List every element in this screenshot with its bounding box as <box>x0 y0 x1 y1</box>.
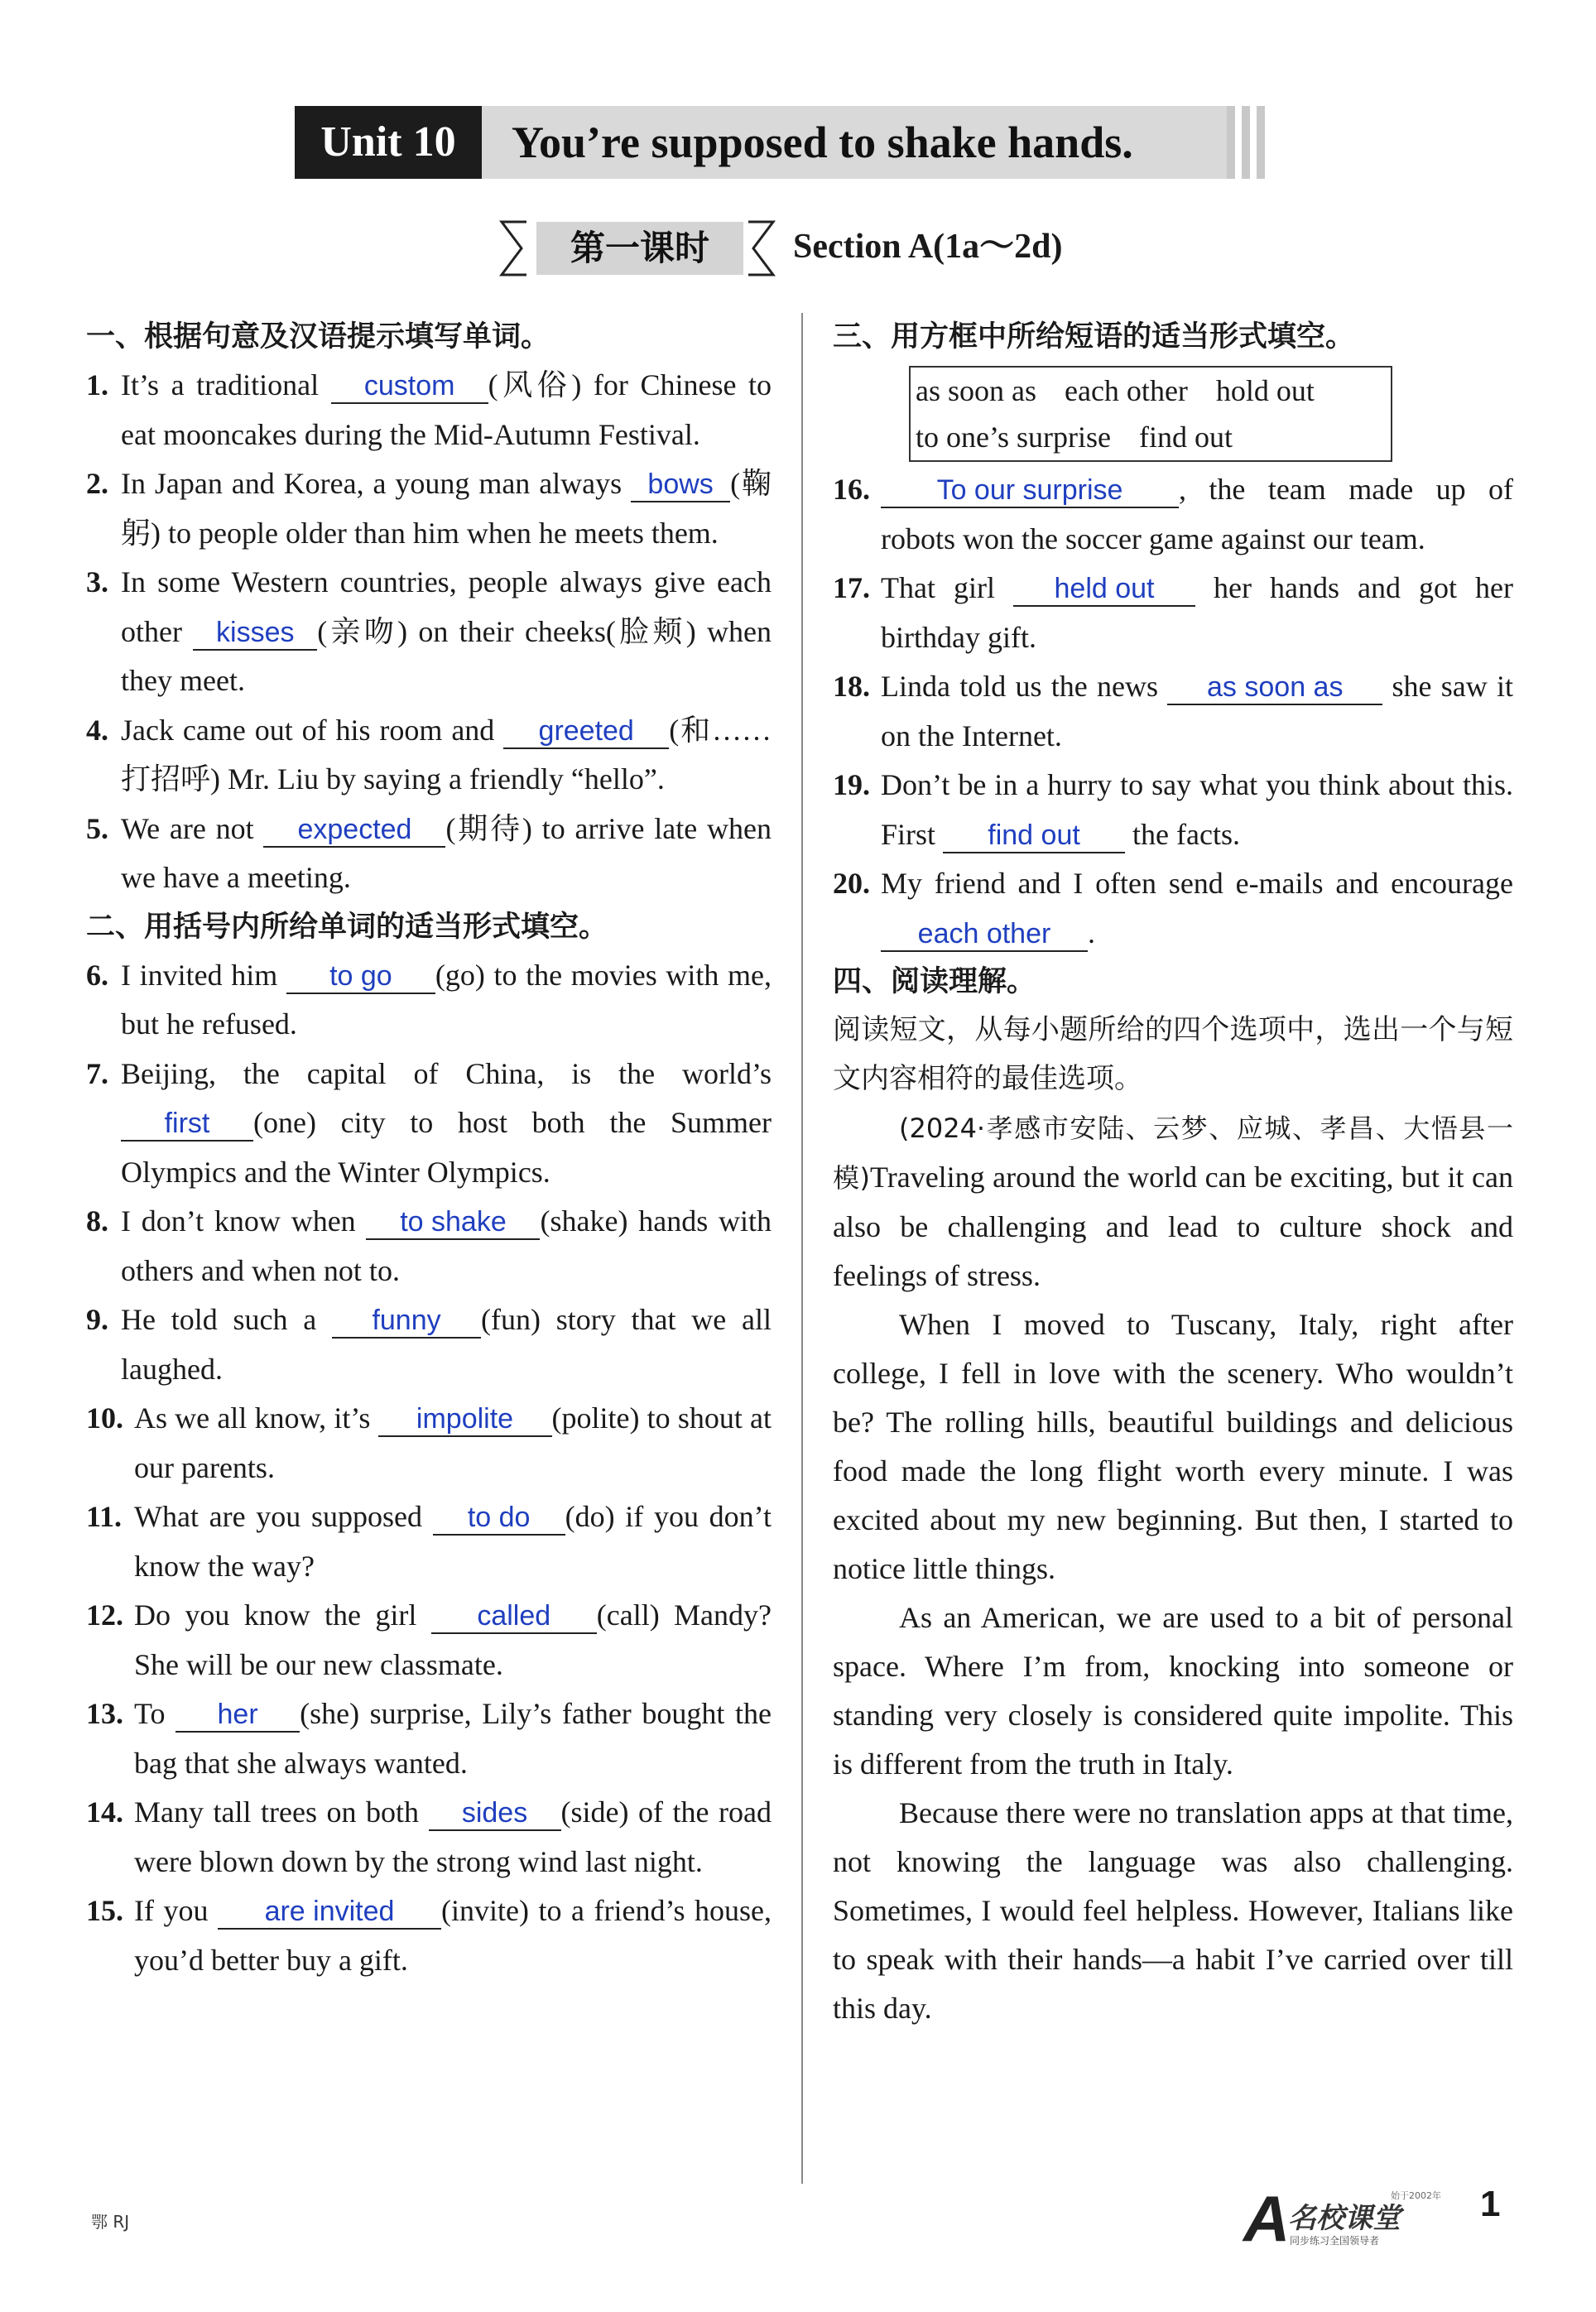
exercise-item <box>833 465 1513 564</box>
exercise-text-after: (亲吻) on their cheeks(脸颊) when they meet. <box>121 614 772 697</box>
exercise-text-after: (鞠躬) to people older than him when he meets them. <box>121 467 772 550</box>
exercise-item <box>86 1050 772 1198</box>
exercise-item <box>86 1492 772 1591</box>
answer-blank[interactable]: called <box>431 1599 597 1634</box>
phrase-item: each other <box>1065 374 1188 407</box>
exercise-text-after: (shake) hands with others and when not to. <box>121 1204 772 1287</box>
exercise-text-after: , the team made up of robots won the soccer game against our team. <box>881 473 1513 555</box>
exercise-number: 5. <box>86 811 108 845</box>
part3-heading: 三、用方框中所给短语的适当形式填空。 <box>833 320 1355 353</box>
part2-heading: 二、用括号内所给单词的适当形式填空。 <box>86 910 608 944</box>
exercise-number: 20. <box>833 867 870 900</box>
publisher-logo <box>1243 2182 1459 2255</box>
exercise-text-after: (do) if you don’t know the way? <box>134 1500 772 1583</box>
exercise-text-before: Beijing, the capital of China, is the world’s <box>121 1056 772 1090</box>
exercise-item <box>86 951 772 1050</box>
exercise-number: 3. <box>86 565 108 598</box>
exercise-text-before: It’s a traditional <box>121 368 331 401</box>
logo-badge: 始于2002年 <box>1391 2190 1441 2201</box>
exercise-item <box>86 805 772 903</box>
exercise-number: 7. <box>86 1056 108 1090</box>
exercise-number: 15. <box>86 1894 123 1927</box>
exercise-text <box>86 1394 772 1492</box>
exercise-text <box>86 805 772 903</box>
lesson-header <box>497 217 1126 283</box>
phrase-box <box>909 366 1392 462</box>
exercise-text <box>86 459 772 558</box>
phrase-item: find out <box>1138 421 1233 454</box>
exercise-number: 19. <box>833 768 870 801</box>
exercise-text-before: In some Western countries, people always give each other <box>121 565 772 648</box>
exercise-item <box>86 1197 772 1295</box>
exercise-text <box>86 558 772 706</box>
right-column <box>833 313 1513 2033</box>
reading-source: (2024·孝感市安陆、云梦、应城、孝昌、大悟县一模) <box>833 1113 1513 1194</box>
exercise-number: 16. <box>833 473 870 506</box>
exercise-text-after: (invite) to a friend’s house, you’d better buy a gift. <box>134 1894 772 1977</box>
part2-list <box>86 951 772 1986</box>
lesson-tag <box>497 217 778 280</box>
answer-blank[interactable]: each other <box>881 917 1088 952</box>
exercise-text-after: (期待) to arrive late when we have a meeting. <box>121 811 772 894</box>
exercise-text <box>833 564 1513 662</box>
exercise-item <box>833 564 1513 662</box>
exercise-text-before: I invited him <box>121 958 286 992</box>
exercise-text-before: My friend and I often send e-mails and encourage <box>881 867 1513 900</box>
exercise-text <box>833 662 1513 761</box>
exercise-number: 17. <box>833 571 870 604</box>
logo-letter: A <box>1243 2182 1291 2255</box>
exercise-text-after: the facts. <box>1125 817 1240 851</box>
exercise-text-after: (side) of the road were blown down by the strong wind last night. <box>134 1795 772 1878</box>
exercise-text-before: Do you know the girl <box>134 1598 431 1632</box>
logo-name: 名校课堂 <box>1288 2202 1401 2235</box>
unit-banner <box>295 106 1270 179</box>
answer-blank[interactable]: as soon as <box>1167 671 1382 705</box>
exercise-text-before: Don’t be in a hurry to say what you think about this. First <box>881 768 1513 851</box>
exercise-number: 4. <box>86 713 108 747</box>
section-title: Section A(1a～2d) <box>793 228 1063 266</box>
answer-blank[interactable]: impolite <box>378 1402 552 1437</box>
exercise-number: 18. <box>833 670 870 703</box>
reading-intro-text: Traveling around the world can be exciting, but it can also be challenging and lead to culture shock and feelings of stress. <box>833 1161 1513 1292</box>
exercise-number: 1. <box>86 368 108 401</box>
answer-blank[interactable]: funny <box>332 1304 481 1339</box>
exercise-text-before: He told such a <box>121 1303 333 1336</box>
answer-blank[interactable]: To our surprise <box>881 473 1179 508</box>
exercise-text-before: Linda told us the news <box>881 670 1168 703</box>
left-column <box>86 313 772 1985</box>
answer-blank[interactable]: to shake <box>366 1205 540 1240</box>
exercise-number: 11. <box>86 1500 123 1533</box>
reading-intro <box>833 1103 1513 1300</box>
answer-blank[interactable]: find out <box>943 819 1125 853</box>
column-divider <box>801 313 803 2184</box>
exercise-number: 10. <box>86 1401 123 1435</box>
exercise-text-before: Jack came out of his room and <box>121 713 504 747</box>
exercise-text-after: (和……打招呼) Mr. Liu by saying a friendly “hello”. <box>121 713 772 796</box>
exercise-item <box>833 662 1513 761</box>
exercise-item <box>86 558 772 706</box>
exercise-text <box>86 1690 772 1788</box>
exercise-text <box>86 951 772 1050</box>
unit-title: You’re supposed to shake hands. <box>482 106 1227 179</box>
exercise-item <box>86 706 772 805</box>
exercise-text-after: (call) Mandy? She will be our new classmate. <box>134 1598 772 1681</box>
reading-paragraph: As an American, we are used to a bit of personal space. Where I’m from, knocking into someone or standing very closely is considered quite impolite. This is different from the truth in Italy. <box>833 1601 1513 1781</box>
lesson-tag-text: 第一课时 <box>536 222 743 275</box>
answer-blank[interactable]: custom <box>331 369 488 404</box>
banner-stripes-decoration <box>1227 106 1270 179</box>
answer-blank[interactable]: greeted <box>503 714 669 749</box>
answer-blank[interactable]: her <box>175 1698 300 1733</box>
reading-paragraph: When I moved to Tuscany, Italy, right after college, I fell in love with the scenery. Who wouldn’t be? The rolling hills, beautiful buildings and delicious food made the long flight worth every minute. I was excited about my new beginning. But then, I started to notice little things. <box>833 1308 1513 1585</box>
exercise-text-after: (fun) story that we all laughed. <box>121 1303 772 1386</box>
exercise-text <box>86 1295 772 1394</box>
exercise-item <box>833 761 1513 859</box>
exercise-text <box>833 465 1513 564</box>
phrase-item: as soon as <box>916 374 1036 407</box>
exercise-text-after: she saw it on the Internet. <box>881 670 1514 752</box>
exercise-text-after: . <box>1088 916 1095 949</box>
exercise-text <box>86 1197 772 1295</box>
exercise-text-before: If you <box>134 1894 219 1927</box>
exercise-item <box>86 1591 772 1690</box>
exercise-item <box>86 1887 772 1985</box>
exercise-text-before: I don’t know when <box>121 1204 367 1238</box>
exercise-item <box>86 1788 772 1887</box>
exercise-number: 14. <box>86 1795 123 1829</box>
exercise-text <box>86 361 772 459</box>
exercise-text-after: (风俗) for Chinese to eat mooncakes during the Mid-Autumn Festival. <box>121 368 772 451</box>
exercise-item <box>86 1295 772 1394</box>
exercise-number: 8. <box>86 1204 108 1238</box>
exercise-text <box>86 1050 772 1198</box>
answer-blank[interactable]: held out <box>1013 572 1195 607</box>
answer-blank[interactable]: sides <box>429 1796 561 1831</box>
exercise-text-after: (she) surprise, Lily’s father bought the bag that she always wanted. <box>134 1697 772 1780</box>
exercise-text-after: her hands and got her birthday gift. <box>881 571 1513 654</box>
exercise-text <box>833 761 1513 859</box>
exercise-text-before: To <box>134 1697 176 1730</box>
exercise-text-before: As we all know, it’s <box>134 1401 378 1435</box>
phrase-item: hold out <box>1215 374 1315 407</box>
answer-blank[interactable]: expected <box>263 813 445 848</box>
exercise-item <box>86 361 772 459</box>
page-number: 1 <box>1480 2184 1501 2224</box>
exercise-number: 12. <box>86 1598 123 1632</box>
exercise-text <box>86 1887 772 1985</box>
exercise-text <box>86 706 772 805</box>
answer-blank[interactable]: first <box>121 1107 253 1142</box>
exercise-text-after: (go) to the movies with me, but he refused. <box>121 958 772 1041</box>
exercise-text-before: We are not <box>121 811 264 845</box>
reading-instruction: 阅读短文，从每小题所给的四个选项中，选出一个与短文内容相符的最佳选项。 <box>833 1013 1513 1095</box>
exercise-text-after: (polite) to shout at our parents. <box>134 1401 772 1484</box>
edition-label: 鄂 RJ <box>91 2212 130 2232</box>
exercise-number: 2. <box>86 467 108 500</box>
exercise-text-before: That girl <box>881 571 1013 604</box>
exercise-text <box>833 859 1513 958</box>
logo-subtitle: 同步练习全国领导者 <box>1290 2235 1380 2247</box>
part3-list <box>833 465 1513 958</box>
part4-heading: 四、阅读理解。 <box>833 965 1036 998</box>
exercise-item <box>833 859 1513 958</box>
answer-blank[interactable]: are invited <box>218 1895 441 1930</box>
answer-blank[interactable]: bows <box>631 468 730 502</box>
answer-blank[interactable]: kisses <box>193 616 317 651</box>
part1-list <box>86 361 772 903</box>
exercise-item <box>86 459 772 558</box>
phrase-item: to one’s surprise <box>916 421 1111 454</box>
part1-heading: 一、根据句意及汉语提示填写单词。 <box>86 320 550 353</box>
exercise-text-before: What are you supposed <box>134 1500 433 1533</box>
exercise-text <box>86 1591 772 1690</box>
exercise-item <box>86 1690 772 1788</box>
reading-paragraph: Because there were no translation apps at that time, not knowing the language was also challenging. Sometimes, I would feel helpless. However, Italians like to speak with their hands—a habit I’ve carried over till this day. <box>833 1796 1513 2025</box>
exercise-number: 6. <box>86 958 108 992</box>
answer-blank[interactable]: to go <box>286 959 435 994</box>
unit-label: Unit 10 <box>295 106 482 179</box>
answer-blank[interactable]: to do <box>433 1501 565 1536</box>
exercise-text-before: Many tall trees on both <box>134 1795 429 1829</box>
exercise-item <box>86 1394 772 1492</box>
exercise-text-before: In Japan and Korea, a young man always <box>121 467 632 500</box>
exercise-number: 9. <box>86 1303 108 1336</box>
exercise-text-after: (one) city to host both the Summer Olympics and the Winter Olympics. <box>121 1106 772 1189</box>
exercise-text <box>86 1492 772 1591</box>
exercise-text <box>86 1788 772 1887</box>
exercise-number: 13. <box>86 1697 123 1730</box>
